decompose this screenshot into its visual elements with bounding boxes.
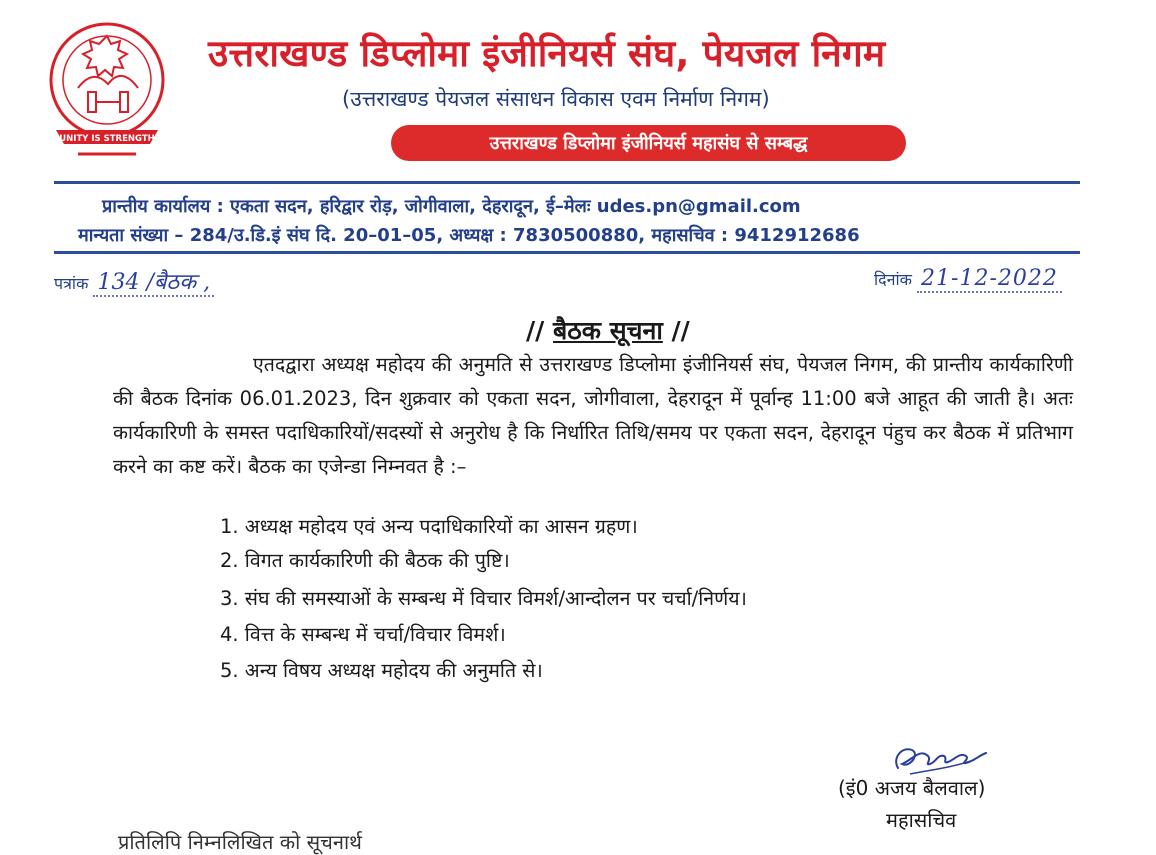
header-top-rule (54, 181, 1080, 184)
date-value: 21-12-2022 (917, 266, 1062, 293)
affiliation-banner: उत्तराखण्ड डिप्लोमा इंजीनियर्स महासंघ से सम्बद्ध (391, 125, 906, 161)
notice-body (113, 348, 1073, 484)
agenda-item: 3. संघ की समस्याओं के सम्बन्ध में विचार विमर्श/आन्दोलन पर चर्चा/निर्णय। (220, 587, 747, 610)
organization-subtitle: (उत्तराखण्ड पेयजल संसाधन विकास एवम निर्माण निगम) (342, 87, 770, 111)
heading-suffix: // (671, 316, 690, 345)
letter-date (874, 266, 1062, 291)
signatory-title: महासचिव (886, 808, 957, 832)
heading-prefix: // (526, 316, 545, 345)
office-address: प्रान्तीय कार्यालय : एकता सदन, हरिद्वार रोड़, जोगीवाला, देहरादून, ई–मेलः udes.pn@gmail.com (102, 196, 801, 217)
agenda-item: 1. अध्यक्ष महोदय एवं अन्य पदाधिकारियों का आसन ग्रहण। (220, 515, 638, 538)
reference-label: पत्रांक (54, 274, 89, 293)
reference-number (54, 266, 214, 296)
notice-heading (526, 313, 690, 347)
agenda-item: 4. वित्त के सम्बन्ध में चर्चा/विचार विमर्श। (220, 623, 506, 646)
copy-to-line-cut-off: प्रतिलिपि निम्नलिखित को सूचनार्थ (118, 830, 362, 854)
recognition-contact-line: मान्यता संख्या – 284/उ.डि.इं संघ दि. 20–01–05, अध्यक्ष : 7830500880, महासचिव : 9412912686 (78, 225, 860, 246)
heading-text: बैठक सूचना (552, 316, 663, 345)
agenda-item: 5. अन्य विषय अध्यक्ष महोदय की अनुमति से। (220, 659, 543, 682)
agenda-item: 2. विगत कार्यकारिणी की बैठक की पुष्टि। (220, 549, 510, 572)
logo-motto: UNITY IS STRENGTH (59, 134, 155, 144)
signatory-name: (इं0 अजय बैलवाल) (838, 776, 986, 800)
header-bottom-rule (54, 251, 1080, 254)
union-logo-seal-icon (48, 18, 166, 166)
reference-value: 134 /बैठक , (93, 270, 214, 297)
date-label: दिनांक (874, 270, 912, 289)
organization-title: उत्तराखण्ड डिप्लोमा इंजीनियर्स संघ, पेयजल निगम (208, 32, 886, 75)
notice-body-text: एतदद्वारा अध्यक्ष महोदय की अनुमति से उत्तराखण्ड डिप्लोमा इंजीनियर्स संघ, पेयजल निगम, की प्रान्तीय कार्यकारिणी की बैठक दिनांक 06.01.2023, दिन शुक्रवार को एकता सदन, जोगीवाला, देहरादून में पूर्वान्ह 11:00 बजे आहूत की जाती है। अतः कार्यकारिणी के समस्त पदाधिकारियों/सदस्यों से अनुरोध है कि निर्धारित तिथि/समय पर एकता सदन, देहरादून पंहुच कर बैठक में प्रतिभाग करने का कष्ट करें। बैठक का एजेन्डा निम्नवत है :– (113, 353, 1073, 478)
